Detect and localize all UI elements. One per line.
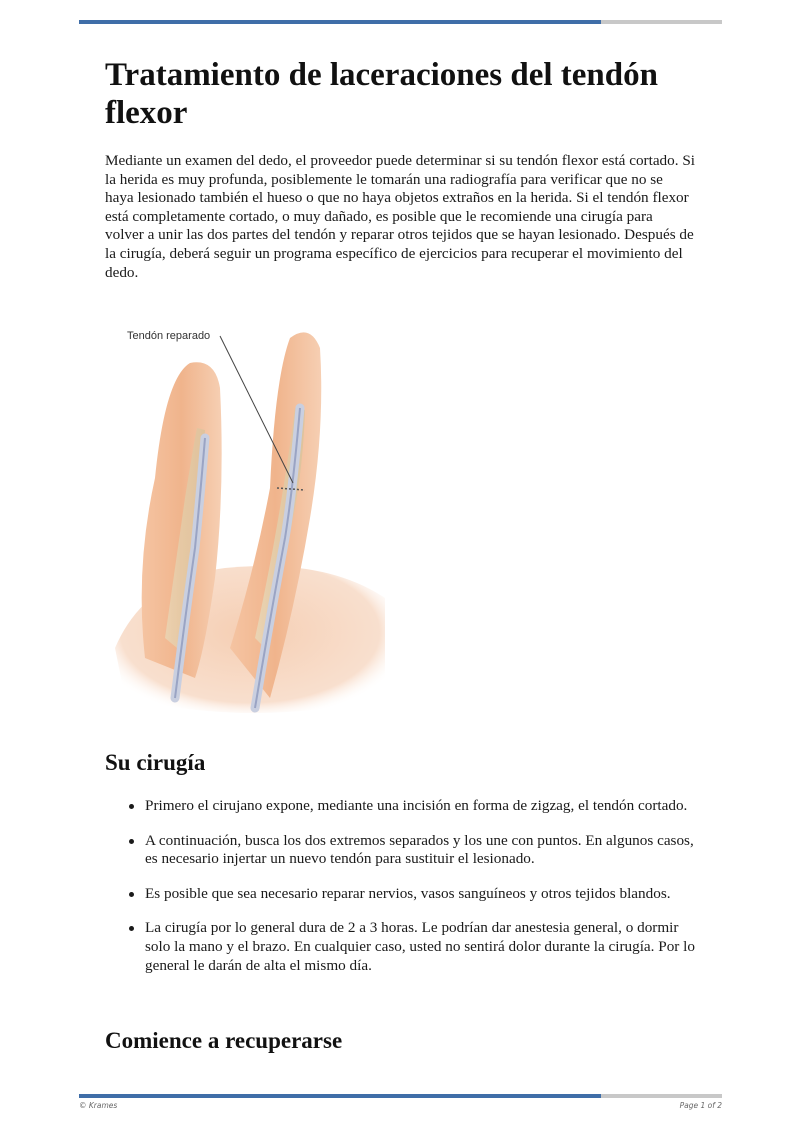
- list-item: [105, 885, 695, 904]
- top-bar-rest: [601, 20, 722, 24]
- list-item: [105, 797, 695, 816]
- bottom-progress-bar: [79, 1094, 722, 1098]
- page-title: Tratamiento de laceraciones del tendón flexor: [105, 57, 658, 131]
- finger-tendon-illustration: [105, 318, 405, 718]
- list-item-text: Es posible que sea necesario reparar nervios, vasos sanguíneos y otros tejidos blandos.: [145, 884, 671, 902]
- section-heading-recover: Comience a recuperarse: [105, 1028, 343, 1053]
- top-progress-bar: [79, 20, 722, 24]
- bottom-bar-rest: [601, 1094, 722, 1098]
- list-item-text: A continuación, busca los dos extremos separados y los une con puntos. En algunos casos, es necesario injertar un nuevo tendón para sustituir el lesionado.: [145, 831, 694, 868]
- surgery-list: [105, 797, 695, 991]
- intro-paragraph: Mediante un examen del dedo, el proveedor puede determinar si su tendón flexor está cortado. Si la herida es muy profunda, posiblemente le tomarán una radiografía para verificar que no se haya lesionado también el hueso o que no haya objetos extraños en la herida. Si el tendón flexor está completamente cortado, o muy dañado, es posible que le recomiende una cirugía para volver a unir las dos partes del tendón y reparar otros tejidos que se hayan lesionado. Después de la cirugía, deberá seguir un programa específico de ejercicios para recuperar el movimiento del dedo.: [105, 152, 696, 281]
- list-item-text: La cirugía por lo general dura de 2 a 3 horas. Le podrían dar anestesia general, o dormir solo la mano y el brazo. En cualquier caso, usted no sentirá dolor durante la cirugía. Por lo general le darán de alta el mismo día.: [145, 919, 695, 974]
- bullet-icon: [129, 839, 134, 844]
- footer-page-number: Page 1 of 2: [679, 1101, 722, 1110]
- bullet-icon: [129, 804, 134, 809]
- list-item-text: Primero el cirujano expone, mediante una incisión en forma de zigzag, el tendón cortado.: [145, 797, 688, 814]
- top-bar-accent: [79, 20, 601, 24]
- list-item: [105, 919, 695, 975]
- list-item: [105, 832, 695, 869]
- bullet-icon: [129, 892, 134, 897]
- figure-label: Tendón reparado: [127, 330, 211, 342]
- bottom-bar-accent: [79, 1094, 601, 1098]
- bullet-icon: [129, 926, 134, 931]
- section-heading-surgery: Su cirugía: [105, 750, 206, 775]
- footer-copyright: © Krames: [79, 1101, 118, 1110]
